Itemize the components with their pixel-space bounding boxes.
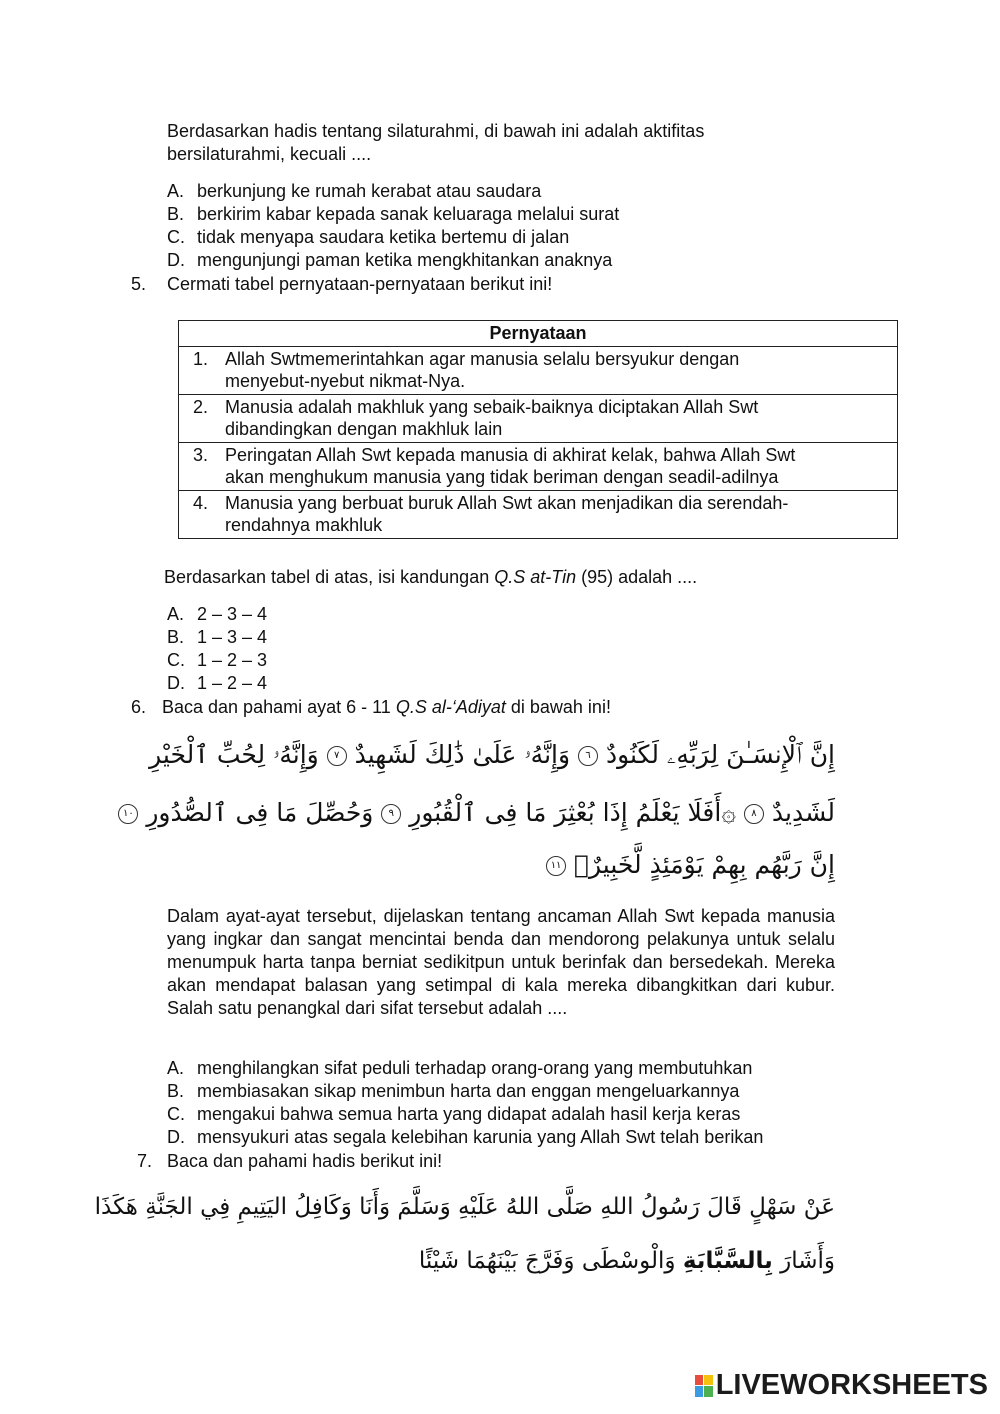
row-text-line1: Manusia adalah makhluk yang sebaik-baiknya diciptakan Allah Swt bbox=[225, 397, 759, 417]
verse-text: لَشَدِيدٌ bbox=[771, 798, 835, 827]
q5-option-c[interactable] bbox=[167, 649, 267, 672]
option-text: membiasakan sikap menimbun harta dan enggan mengeluarkannya bbox=[197, 1081, 740, 1101]
q4-option-b[interactable] bbox=[167, 203, 619, 226]
hadith-text-bold: بِالسَّبَّابَةِ bbox=[682, 1248, 773, 1274]
logo-square bbox=[695, 1375, 704, 1386]
q7-number: 7. bbox=[137, 1151, 153, 1171]
option-text: mengakui bahwa semua harta yang didapat adalah hasil kerja keras bbox=[197, 1104, 741, 1124]
option-letter: C. bbox=[167, 227, 185, 247]
ayah-number-marker: ١١ bbox=[546, 856, 566, 876]
option-text: mengunjungi paman ketika mengkhitankan anaknya bbox=[197, 250, 613, 270]
q4-option-d[interactable] bbox=[167, 249, 612, 272]
q5-question-pre: Berdasarkan tabel di atas, isi kandungan bbox=[164, 567, 495, 587]
verse-text: وَإِنَّهُۥ لِحُبِّ ٱلْخَيْرِ bbox=[149, 740, 319, 769]
ayah-number-marker: ٧ bbox=[327, 746, 347, 766]
q5-question-post: (95) adalah .... bbox=[576, 567, 698, 587]
ayah-number-marker: ٨ bbox=[744, 804, 764, 824]
statement-table bbox=[178, 320, 898, 539]
q6-stem-pre: Baca dan pahami ayat 6 - 11 bbox=[162, 697, 396, 717]
q5-question-surah: Q.S at-Tin bbox=[494, 567, 577, 587]
table-cell bbox=[179, 347, 898, 395]
option-text: tidak menyapa saudara ketika bertemu di jalan bbox=[197, 227, 570, 247]
q6-option-a[interactable] bbox=[167, 1057, 752, 1080]
q5-header bbox=[131, 273, 552, 296]
option-letter: A. bbox=[167, 604, 185, 624]
row-text-line2: dibandingkan dengan makhluk lain bbox=[225, 419, 503, 439]
option-text: 1 – 3 – 4 bbox=[197, 627, 268, 647]
row-text-line2: akan menghukum manusia yang tidak beriman dengan seadil-adilnya bbox=[225, 467, 779, 487]
row-text-line1: Peringatan Allah Swt kepada manusia di akhirat kelak, bahwa Allah Swt bbox=[225, 445, 796, 465]
option-letter: D. bbox=[167, 673, 185, 693]
table-cell bbox=[179, 395, 898, 443]
option-letter: A. bbox=[167, 1058, 185, 1078]
row-text-line1: Allah Swtmemerintahkan agar manusia selalu bersyukur dengan bbox=[225, 349, 740, 369]
q7-header bbox=[137, 1150, 442, 1173]
option-letter: D. bbox=[167, 250, 185, 270]
q5-question bbox=[164, 566, 697, 589]
hadith-text: وَأَشَارَ bbox=[772, 1248, 835, 1274]
option-text: menghilangkan sifat peduli terhadap orang-orang yang membutuhkan bbox=[197, 1058, 753, 1078]
q4-option-c[interactable] bbox=[167, 226, 569, 249]
q4-option-a[interactable] bbox=[167, 180, 541, 203]
ayah-number-marker: ٦ bbox=[578, 746, 598, 766]
logo-square bbox=[704, 1375, 713, 1386]
option-text: 2 – 3 – 4 bbox=[197, 604, 268, 624]
q5-option-a[interactable] bbox=[167, 603, 267, 626]
arabic-verse-line-2 bbox=[123, 796, 835, 830]
option-letter: B. bbox=[167, 204, 185, 224]
statement-table-header-row bbox=[179, 321, 898, 347]
table-row bbox=[179, 443, 898, 491]
table-cell bbox=[179, 491, 898, 539]
logo-square bbox=[695, 1386, 704, 1397]
verse-text: إِنَّ رَبَّهُم بِهِمْ يَوْمَئِذٍ لَّخَبِيرٌۢ bbox=[574, 850, 835, 879]
logo-square bbox=[704, 1386, 713, 1397]
verse-text: وَحُصِّلَ مَا فِى ٱلصُّدُورِ bbox=[146, 798, 374, 827]
statement-table-header: Pernyataan bbox=[179, 321, 898, 347]
q5-option-d[interactable] bbox=[167, 672, 267, 695]
hadith-line-2 bbox=[155, 1244, 835, 1278]
row-number: 1. bbox=[193, 349, 209, 369]
option-letter: B. bbox=[167, 627, 185, 647]
hadith-line-1: عَنْ سَهْلٍ قَالَ رَسُولُ اللهِ صَلَّى اللهُ عَلَيْهِ وَسَلَّمَ وَأَنَا وَكَافِلُ اليَتِيمِ فِي الجَنَّةِ هَكَذَا bbox=[94, 1194, 835, 1220]
option-letter: C. bbox=[167, 1104, 185, 1124]
arabic-verse-line-3 bbox=[155, 848, 835, 882]
verse-text: إِنَّ ٱلْإِنسَـٰنَ لِرَبِّهِۦ لَكَنُودٌ bbox=[605, 740, 835, 769]
liveworksheets-logo-icon bbox=[695, 1375, 713, 1397]
q5-option-b[interactable] bbox=[167, 626, 267, 649]
table-cell bbox=[179, 443, 898, 491]
arabic-verse-line-1 bbox=[149, 738, 835, 772]
q6-option-c[interactable] bbox=[167, 1103, 740, 1126]
q4-stem bbox=[167, 120, 835, 166]
table-row bbox=[179, 395, 898, 443]
option-letter: C. bbox=[167, 650, 185, 670]
row-number: 3. bbox=[193, 445, 209, 465]
q6-stem-surah: Q.S al-‘Adiyat bbox=[395, 697, 506, 717]
option-text: berkirim kabar kepada sanak keluaraga melalui surat bbox=[197, 204, 620, 224]
option-letter: A. bbox=[167, 181, 185, 201]
row-text-line2: rendahnya makhluk bbox=[225, 515, 383, 535]
hadith-text: وَالْوسْطَى وَفَرَّجَ بَيْنَهُمَا شَيْئًا bbox=[418, 1248, 683, 1274]
q4-stem-line2: bersilaturahmi, kecuali .... bbox=[167, 144, 372, 164]
row-number: 4. bbox=[193, 493, 209, 513]
q6-option-b[interactable] bbox=[167, 1080, 739, 1103]
q5-number: 5. bbox=[131, 274, 147, 294]
liveworksheets-logo bbox=[695, 1369, 988, 1401]
liveworksheets-logo-text: LIVEWORKSHEETS bbox=[715, 1369, 988, 1401]
row-text-line2: menyebut-nyebut nikmat-Nya. bbox=[225, 371, 466, 391]
option-letter: B. bbox=[167, 1081, 185, 1101]
option-text: berkunjung ke rumah kerabat atau saudara bbox=[197, 181, 542, 201]
q6-option-d[interactable] bbox=[167, 1126, 763, 1149]
q5-stem: Cermati tabel pernyataan-pernyataan berikut ini! bbox=[167, 274, 553, 294]
verse-text: ۞أَفَلَا يَعْلَمُ إِذَا بُعْثِرَ مَا فِى ٱلْقُبُورِ bbox=[409, 798, 736, 827]
q4-stem-line1: Berdasarkan hadis tentang silaturahmi, di bawah ini adalah aktifitas bbox=[167, 121, 705, 141]
q6-number: 6. bbox=[131, 697, 147, 717]
option-text: mensyukuri atas segala kelebihan karunia yang Allah Swt telah berikan bbox=[197, 1127, 764, 1147]
ayah-number-marker: ١٠ bbox=[118, 804, 138, 824]
q6-stem-post: di bawah ini! bbox=[505, 697, 611, 717]
table-row bbox=[179, 491, 898, 539]
q6-paragraph: Dalam ayat-ayat tersebut, dijelaskan tentang ancaman Allah Swt kepada manusia yang ingkar dan sangat mencintai benda dan mendorong pelakunya untuk selalu menumpuk harta tanpa berniat sedikitpun untuk berinfak dan bersedekah. Mereka akan mendapat balasan yang setimpal di kala mereka dibangkitkan dari kubur. Salah satu penangkal dari sifat tersebut adalah .... bbox=[167, 906, 835, 1018]
ayah-number-marker: ٩ bbox=[381, 804, 401, 824]
verse-text: وَإِنَّهُۥ عَلَىٰ ذَٰلِكَ لَشَهِيدٌ bbox=[354, 740, 571, 769]
q6-header bbox=[131, 696, 611, 719]
row-number: 2. bbox=[193, 397, 209, 417]
q7-stem: Baca dan pahami hadis berikut ini! bbox=[167, 1151, 443, 1171]
option-text: 1 – 2 – 3 bbox=[197, 650, 268, 670]
table-row bbox=[179, 347, 898, 395]
row-text-line1: Manusia yang berbuat buruk Allah Swt akan menjadikan dia serendah- bbox=[225, 493, 789, 513]
option-letter: D. bbox=[167, 1127, 185, 1147]
option-text: 1 – 2 – 4 bbox=[197, 673, 268, 693]
